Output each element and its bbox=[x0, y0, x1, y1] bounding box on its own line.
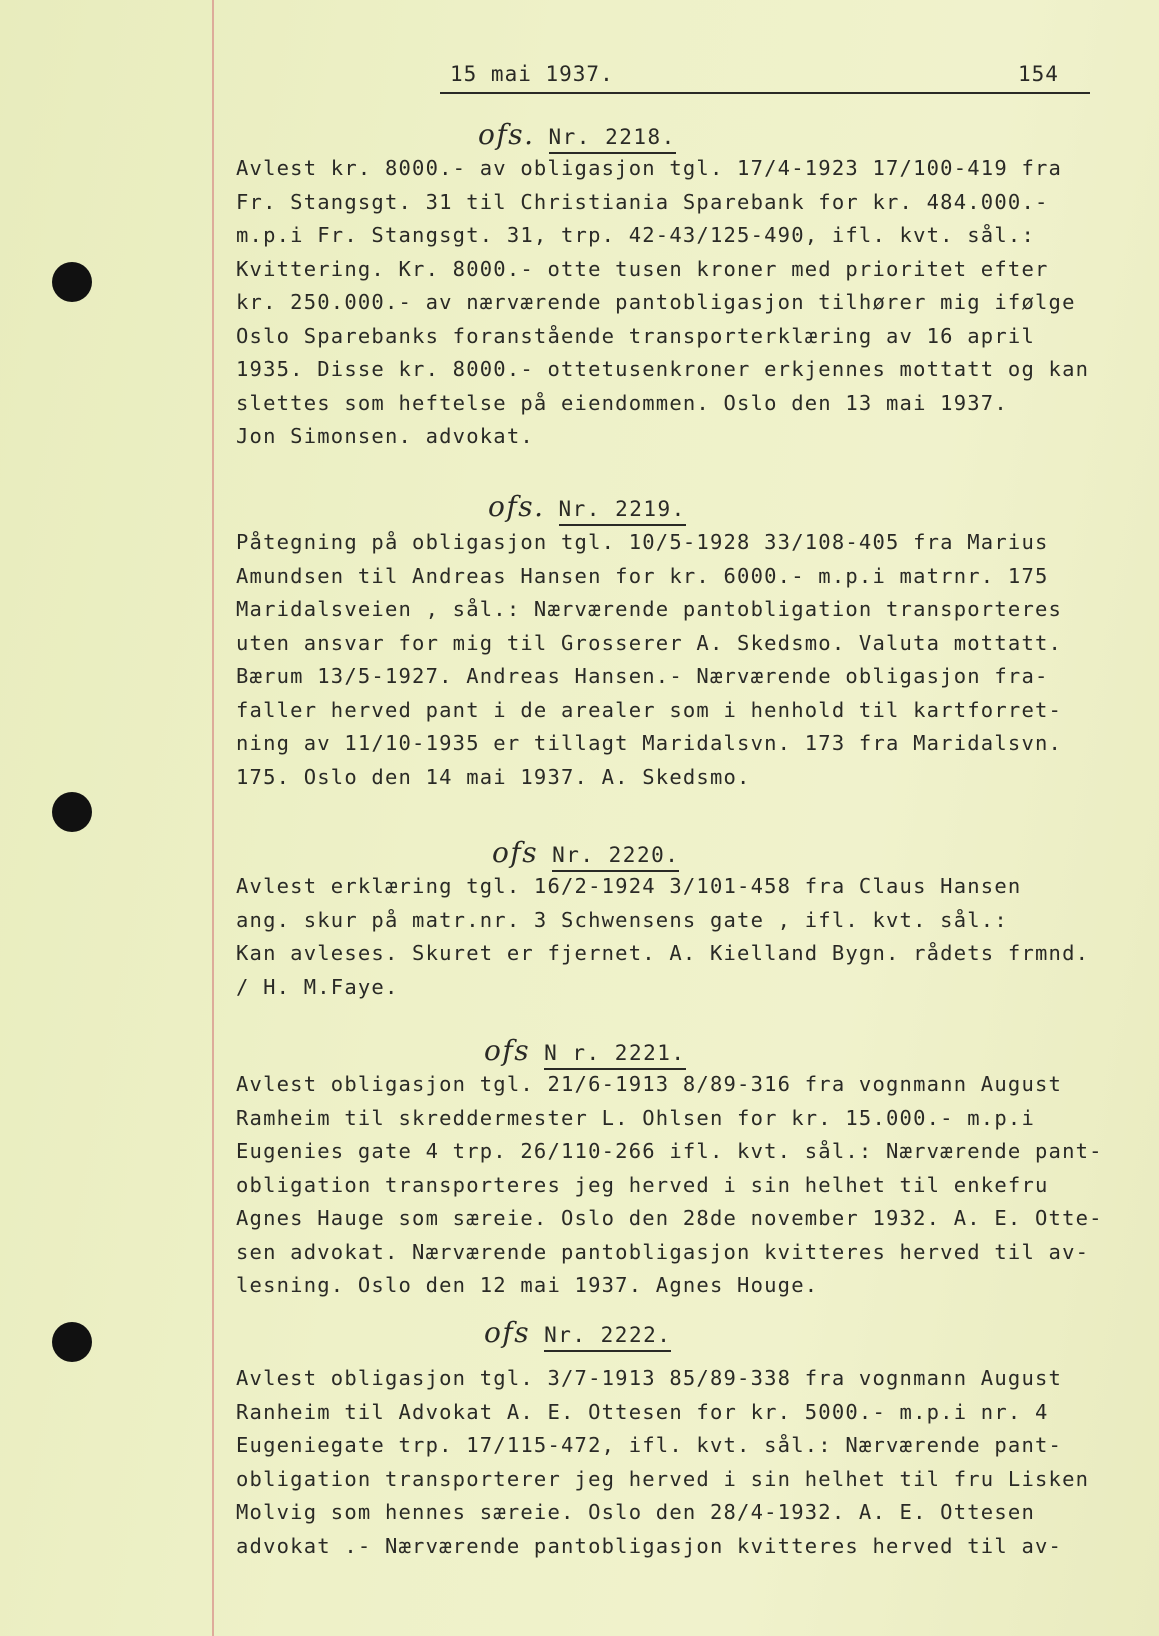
text-line: Avlest kr. 8000.- av obligasjon tgl. 17/4-1923 17/100-419 fra bbox=[236, 156, 1063, 180]
entry-heading bbox=[484, 1316, 671, 1349]
entry-heading bbox=[488, 490, 686, 523]
text-line: Avlest obligasjon tgl. 3/7-1913 85/89-338 fra vognmann August bbox=[236, 1366, 1063, 1390]
text-line: lesning. Oslo den 12 mai 1937. Agnes Houge. bbox=[236, 1273, 819, 1297]
page-number: 154 bbox=[1018, 62, 1059, 86]
entry-number: Nr. 2220. bbox=[552, 843, 679, 872]
entry-number: Nr. 2218. bbox=[549, 125, 676, 154]
text-line: faller herved pant i de arealer som i henhold til kartforret- bbox=[236, 697, 1063, 722]
entry-heading bbox=[484, 1034, 686, 1067]
text-line: Eugenies gate 4 trp. 26/110-266 ifl. kvt. sål.: Nærværende pant- bbox=[236, 1139, 1103, 1163]
text-line: obligation transporteres jeg herved i sin helhet til enkefru bbox=[236, 1172, 1049, 1197]
entry-text bbox=[236, 526, 1116, 794]
entry-number: Nr. 2219. bbox=[559, 497, 686, 526]
entry-mark: ofs. bbox=[478, 118, 535, 151]
entry-text bbox=[236, 870, 1116, 1004]
text-line: Kvittering. Kr. 8000.- otte tusen kroner med prioritet efter bbox=[236, 256, 1049, 281]
text-line: Avlest erklæring tgl. 16/2-1924 3/101-458 fra Claus Hansen bbox=[236, 874, 1022, 898]
entry-mark: ofs bbox=[484, 1316, 531, 1349]
punch-hole bbox=[52, 1322, 92, 1362]
text-line: obligation transporterer jeg herved i sin helhet til fru Lisken bbox=[236, 1466, 1090, 1491]
text-line: Molvig som hennes særeie. Oslo den 28/4-1932. A. E. Ottesen bbox=[236, 1500, 1035, 1524]
text-line: Ranheim til Advokat A. E. Ottesen for kr. 5000.- m.p.i nr. 4 bbox=[236, 1399, 1049, 1424]
entry-number: N r. 2221. bbox=[544, 1041, 685, 1070]
text-line: 1935. Disse kr. 8000.- ottetusenkroner erkjennes mottatt og kan bbox=[236, 357, 1090, 381]
text-line: Oslo Sparebanks foranstående transporterklæring av 16 april bbox=[236, 323, 1035, 348]
text-line: ang. skur på matr.nr. 3 Schwensens gate , ifl. kvt. sål.: bbox=[236, 907, 1008, 932]
entry-mark: ofs bbox=[484, 1034, 531, 1067]
text-line: advokat .- Nærværende pantobligasjon kvitteres herved til av- bbox=[236, 1533, 1063, 1558]
text-line: m.p.i Fr. Stangsgt. 31, trp. 42-43/125-490, ifl. kvt. sål.: bbox=[236, 223, 1035, 247]
entry-text bbox=[236, 1362, 1116, 1563]
text-line: / H. M.Faye. bbox=[236, 974, 399, 999]
text-line: sen advokat. Nærværende pantobligasjon kvitteres herved til av- bbox=[236, 1239, 1090, 1264]
text-line: Ramheim til skreddermester L. Ohlsen for kr. 15.000.- m.p.i bbox=[236, 1105, 1035, 1130]
text-line: Avlest obligasjon tgl. 21/6-1913 8/89-316 fra vognmann August bbox=[236, 1072, 1063, 1096]
entry-text bbox=[236, 152, 1116, 454]
header-rule bbox=[440, 92, 1090, 94]
punch-hole bbox=[52, 792, 92, 832]
entry-heading bbox=[478, 118, 676, 151]
text-line: Fr. Stangsgt. 31 til Christiania Sparebank for kr. 484.000.- bbox=[236, 189, 1049, 214]
text-line: 175. Oslo den 14 mai 1937. A. Skedsmo. bbox=[236, 764, 751, 789]
entry-number: Nr. 2222. bbox=[544, 1323, 671, 1352]
text-line: Eugeniegate trp. 17/115-472, ifl. kvt. sål.: Nærværende pant- bbox=[236, 1433, 1063, 1457]
entry-mark: ofs bbox=[492, 836, 539, 869]
text-line: Påtegning på obligasjon tgl. 10/5-1928 33/108-405 fra Marius bbox=[236, 530, 1049, 554]
text-line: uten ansvar for mig til Grosserer A. Skedsmo. Valuta mottatt. bbox=[236, 630, 1063, 655]
punch-hole bbox=[52, 262, 92, 302]
text-line: slettes som heftelse på eiendommen. Oslo den 13 mai 1937. bbox=[236, 390, 1008, 415]
margin-rule bbox=[212, 0, 214, 1636]
header-date: 15 mai 1937. bbox=[450, 62, 614, 86]
text-line: Jon Simonsen. advokat. bbox=[236, 424, 534, 448]
text-line: Kan avleses. Skuret er fjernet. A. Kielland Bygn. rådets frmnd. bbox=[236, 941, 1090, 965]
text-line: Agnes Hauge som særeie. Oslo den 28de november 1932. A. E. Otte- bbox=[236, 1206, 1103, 1230]
text-line: Maridalsveien , sål.: Nærværende pantobligation transporteres bbox=[236, 597, 1063, 621]
entry-text bbox=[236, 1068, 1116, 1303]
text-line: Bærum 13/5-1927. Andreas Hansen.- Nærværende obligasjon fra- bbox=[236, 664, 1049, 688]
entry-mark: ofs. bbox=[488, 490, 545, 523]
text-line: ning av 11/10-1935 er tillagt Maridalsvn. 173 fra Maridalsvn. bbox=[236, 731, 1063, 755]
text-line: kr. 250.000.- av nærværende pantobligasjon tilhører mig ifølge bbox=[236, 290, 1076, 314]
text-line: Amundsen til Andreas Hansen for kr. 6000.- m.p.i matrnr. 175 bbox=[236, 563, 1049, 588]
entry-heading bbox=[492, 836, 679, 869]
